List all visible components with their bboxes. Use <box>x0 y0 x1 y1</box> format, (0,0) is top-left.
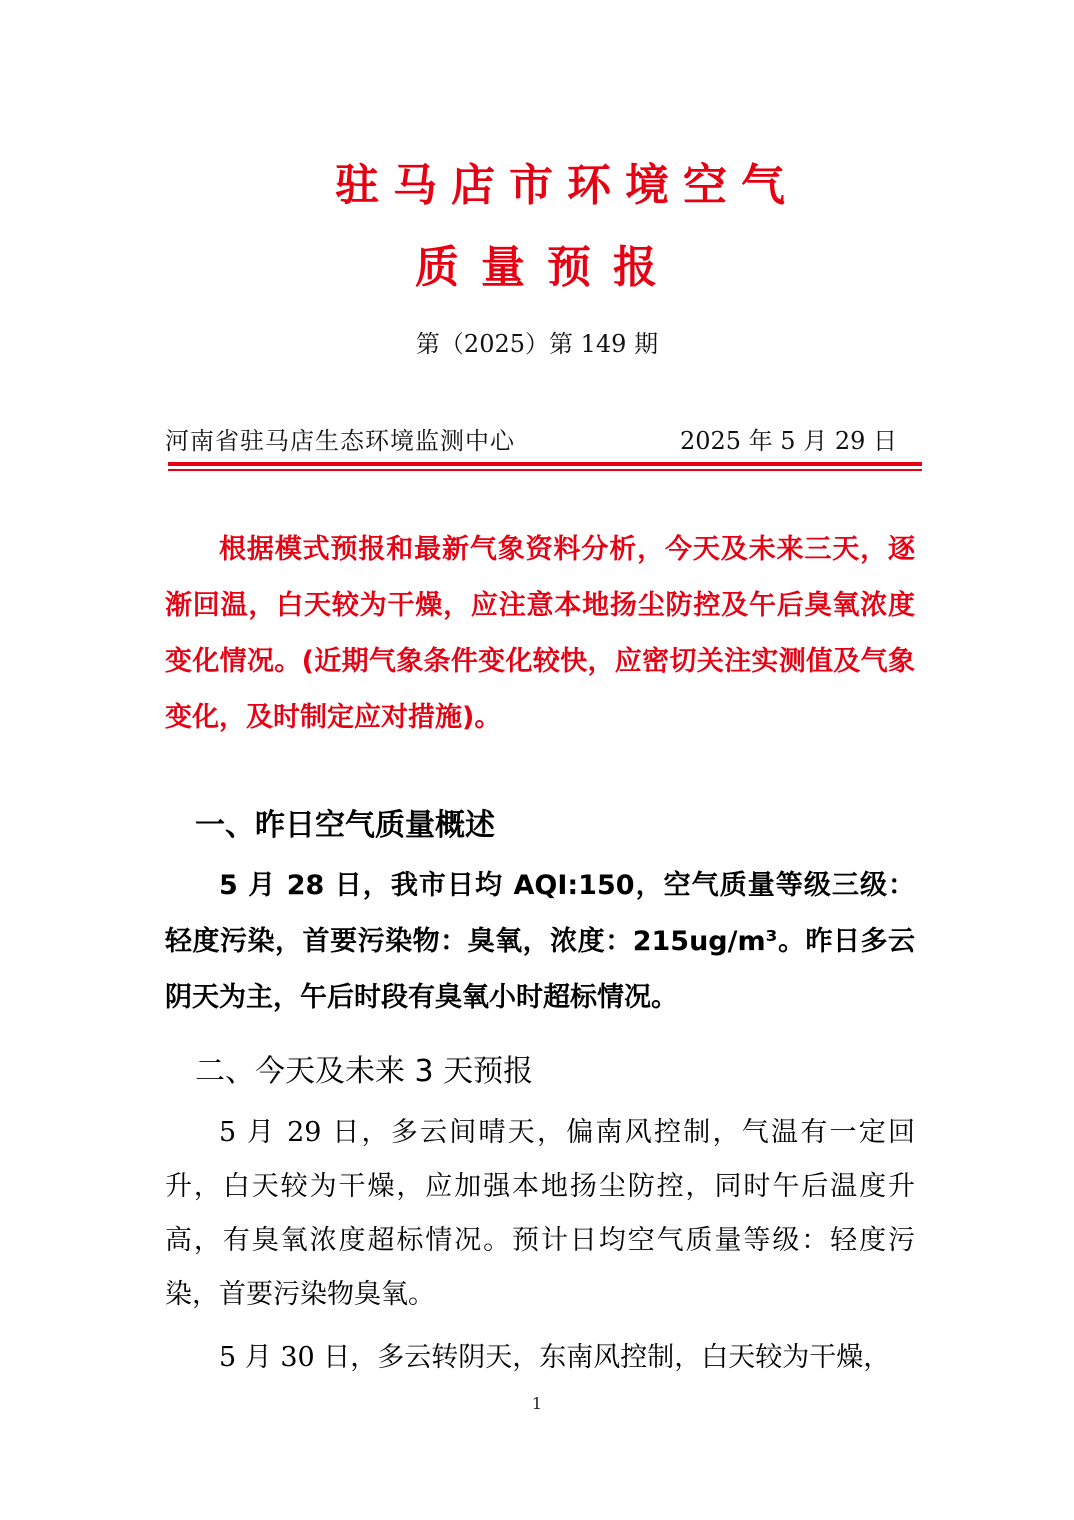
forecast-day-paragraph: 5 月 30 日，多云转阴天，东南风控制，白天较为干燥， <box>219 1342 891 1373</box>
issuer-row <box>165 424 905 458</box>
section-heading-yesterday: 一、昨日空气质量概述 <box>195 808 495 843</box>
issue-number: 第（2025）第 149 期 <box>415 330 659 358</box>
forecast-day-paragraph: 5 月 29 日，多云间晴天，偏南风控制，气温有一定回升，白天较为干燥，应加强本地扬尘防控，同时午后温度升高，有臭氧浓度超标情况。预计日均空气质量等级：轻度污染，首要污染物臭氧。 <box>165 1117 915 1310</box>
issue-date: 2025 年 5 月 29 日 <box>679 427 897 455</box>
page-number: 1 <box>531 1394 543 1413</box>
document-title-line2: 质量预报 <box>415 242 679 293</box>
section-body-yesterday: 5 月 28 日，我市日均 AQI:150，空气质量等级三级：轻度污染，首要污染物：臭氧，浓度：215ug/m³。昨日多云阴天为主，午后时段有臭氧小时超标情况。 <box>165 870 915 1013</box>
header-rule-thin <box>168 469 922 471</box>
issuer-organization: 河南省驻马店生态环境监测中心 <box>165 427 515 455</box>
header-rule-thick <box>168 462 922 466</box>
document-title-line1: 驻马店市环境空气 <box>335 160 799 211</box>
forecast-summary: 根据模式预报和最新气象资料分析，今天及未来三天，逐渐回温，白天较为干燥，应注意本地扬尘防控及午后臭氧浓度变化情况。(近期气象条件变化较快，应密切关注实测值及气象变化，及时制定应对措施)。 <box>165 534 915 733</box>
section-heading-forecast: 二、今天及未来 3 天预报 <box>195 1054 534 1089</box>
